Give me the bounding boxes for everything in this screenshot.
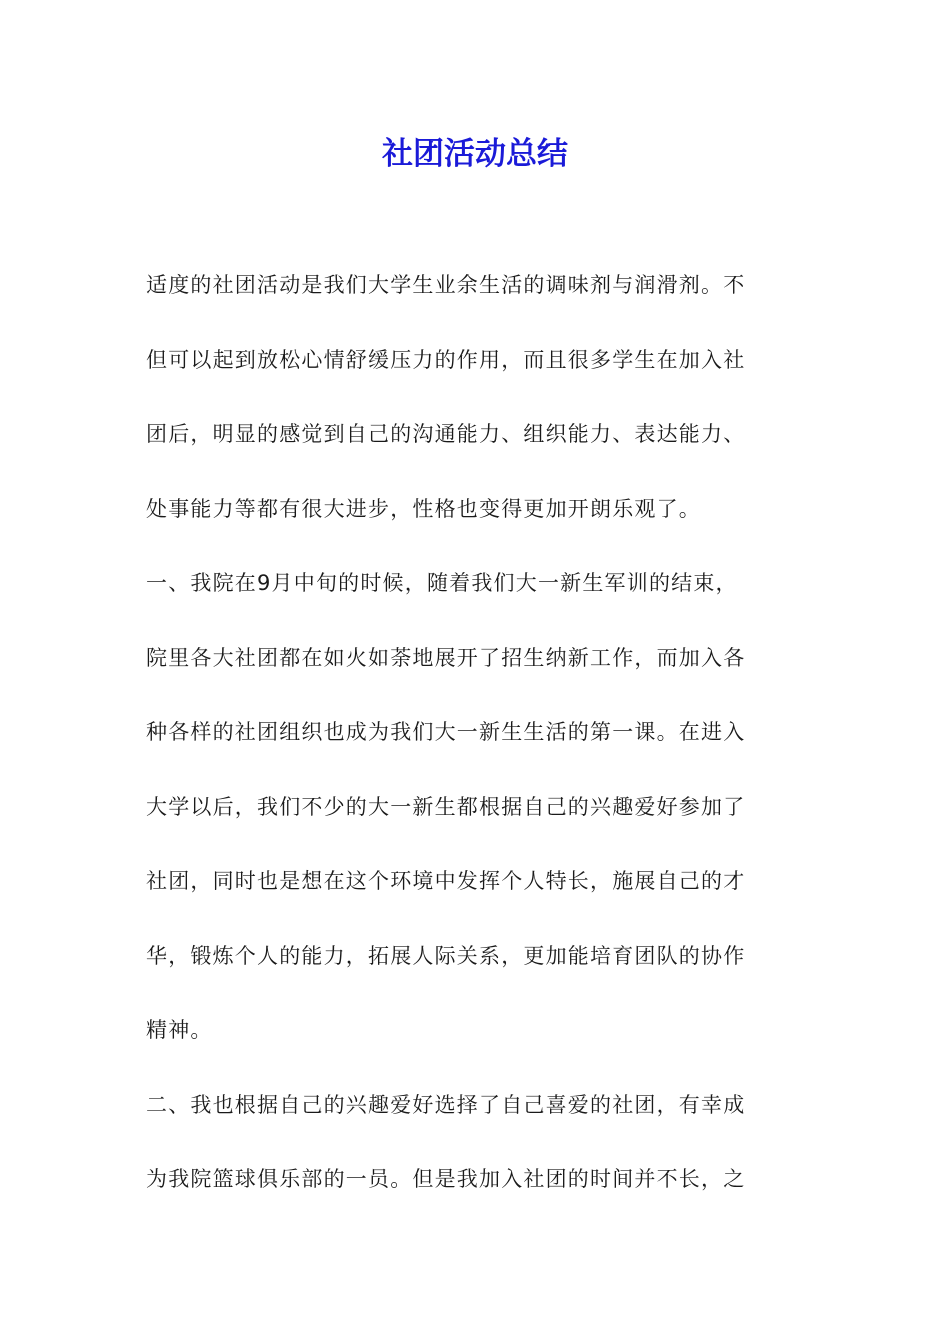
body-line-7: 种各样的社团组织也成为我们大一新生生活的第一课。在进入 xyxy=(146,720,746,744)
body-line-13: 为我院篮球俱乐部的一员。但是我加入社团的时间并不长，之 xyxy=(146,1167,746,1191)
body-line-9: 社团，同时也是想在这个环境中发挥个人特长，施展自己的才 xyxy=(146,869,746,893)
body-line-8: 大学以后，我们不少的大一新生都根据自己的兴趣爱好参加了 xyxy=(146,794,746,819)
body-line-10: 华，锻炼个人的能力，拓展人际关系，更加能培育团队的协作 xyxy=(146,943,746,968)
body-line-3: 团后，明显的感觉到自己的沟通能力、组织能力、表达能力、 xyxy=(146,422,746,446)
body-line-12: 二、我也根据自己的兴趣爱好选择了自己喜爱的社团，有幸成 xyxy=(146,1092,746,1117)
body-line-11: 精神。 xyxy=(146,1018,213,1042)
document-title: 社团活动总结 xyxy=(382,136,568,172)
body-line-2: 但可以起到放松心情舒缓压力的作用，而且很多学生在加入社 xyxy=(146,347,746,372)
body-line-4: 处事能力等都有很大进步，性格也变得更加开朗乐观了。 xyxy=(146,496,701,521)
body-line-1: 适度的社团活动是我们大学生业余生活的调味剂与润滑剂。不 xyxy=(146,273,746,297)
document-body xyxy=(146,263,806,1232)
body-line-5: 一、我院在9月中旬的时候，随着我们大一新生军训的结束， xyxy=(146,571,738,595)
body-line-6: 院里各大社团都在如火如荼地展开了招生纳新工作，而加入各 xyxy=(146,645,746,670)
